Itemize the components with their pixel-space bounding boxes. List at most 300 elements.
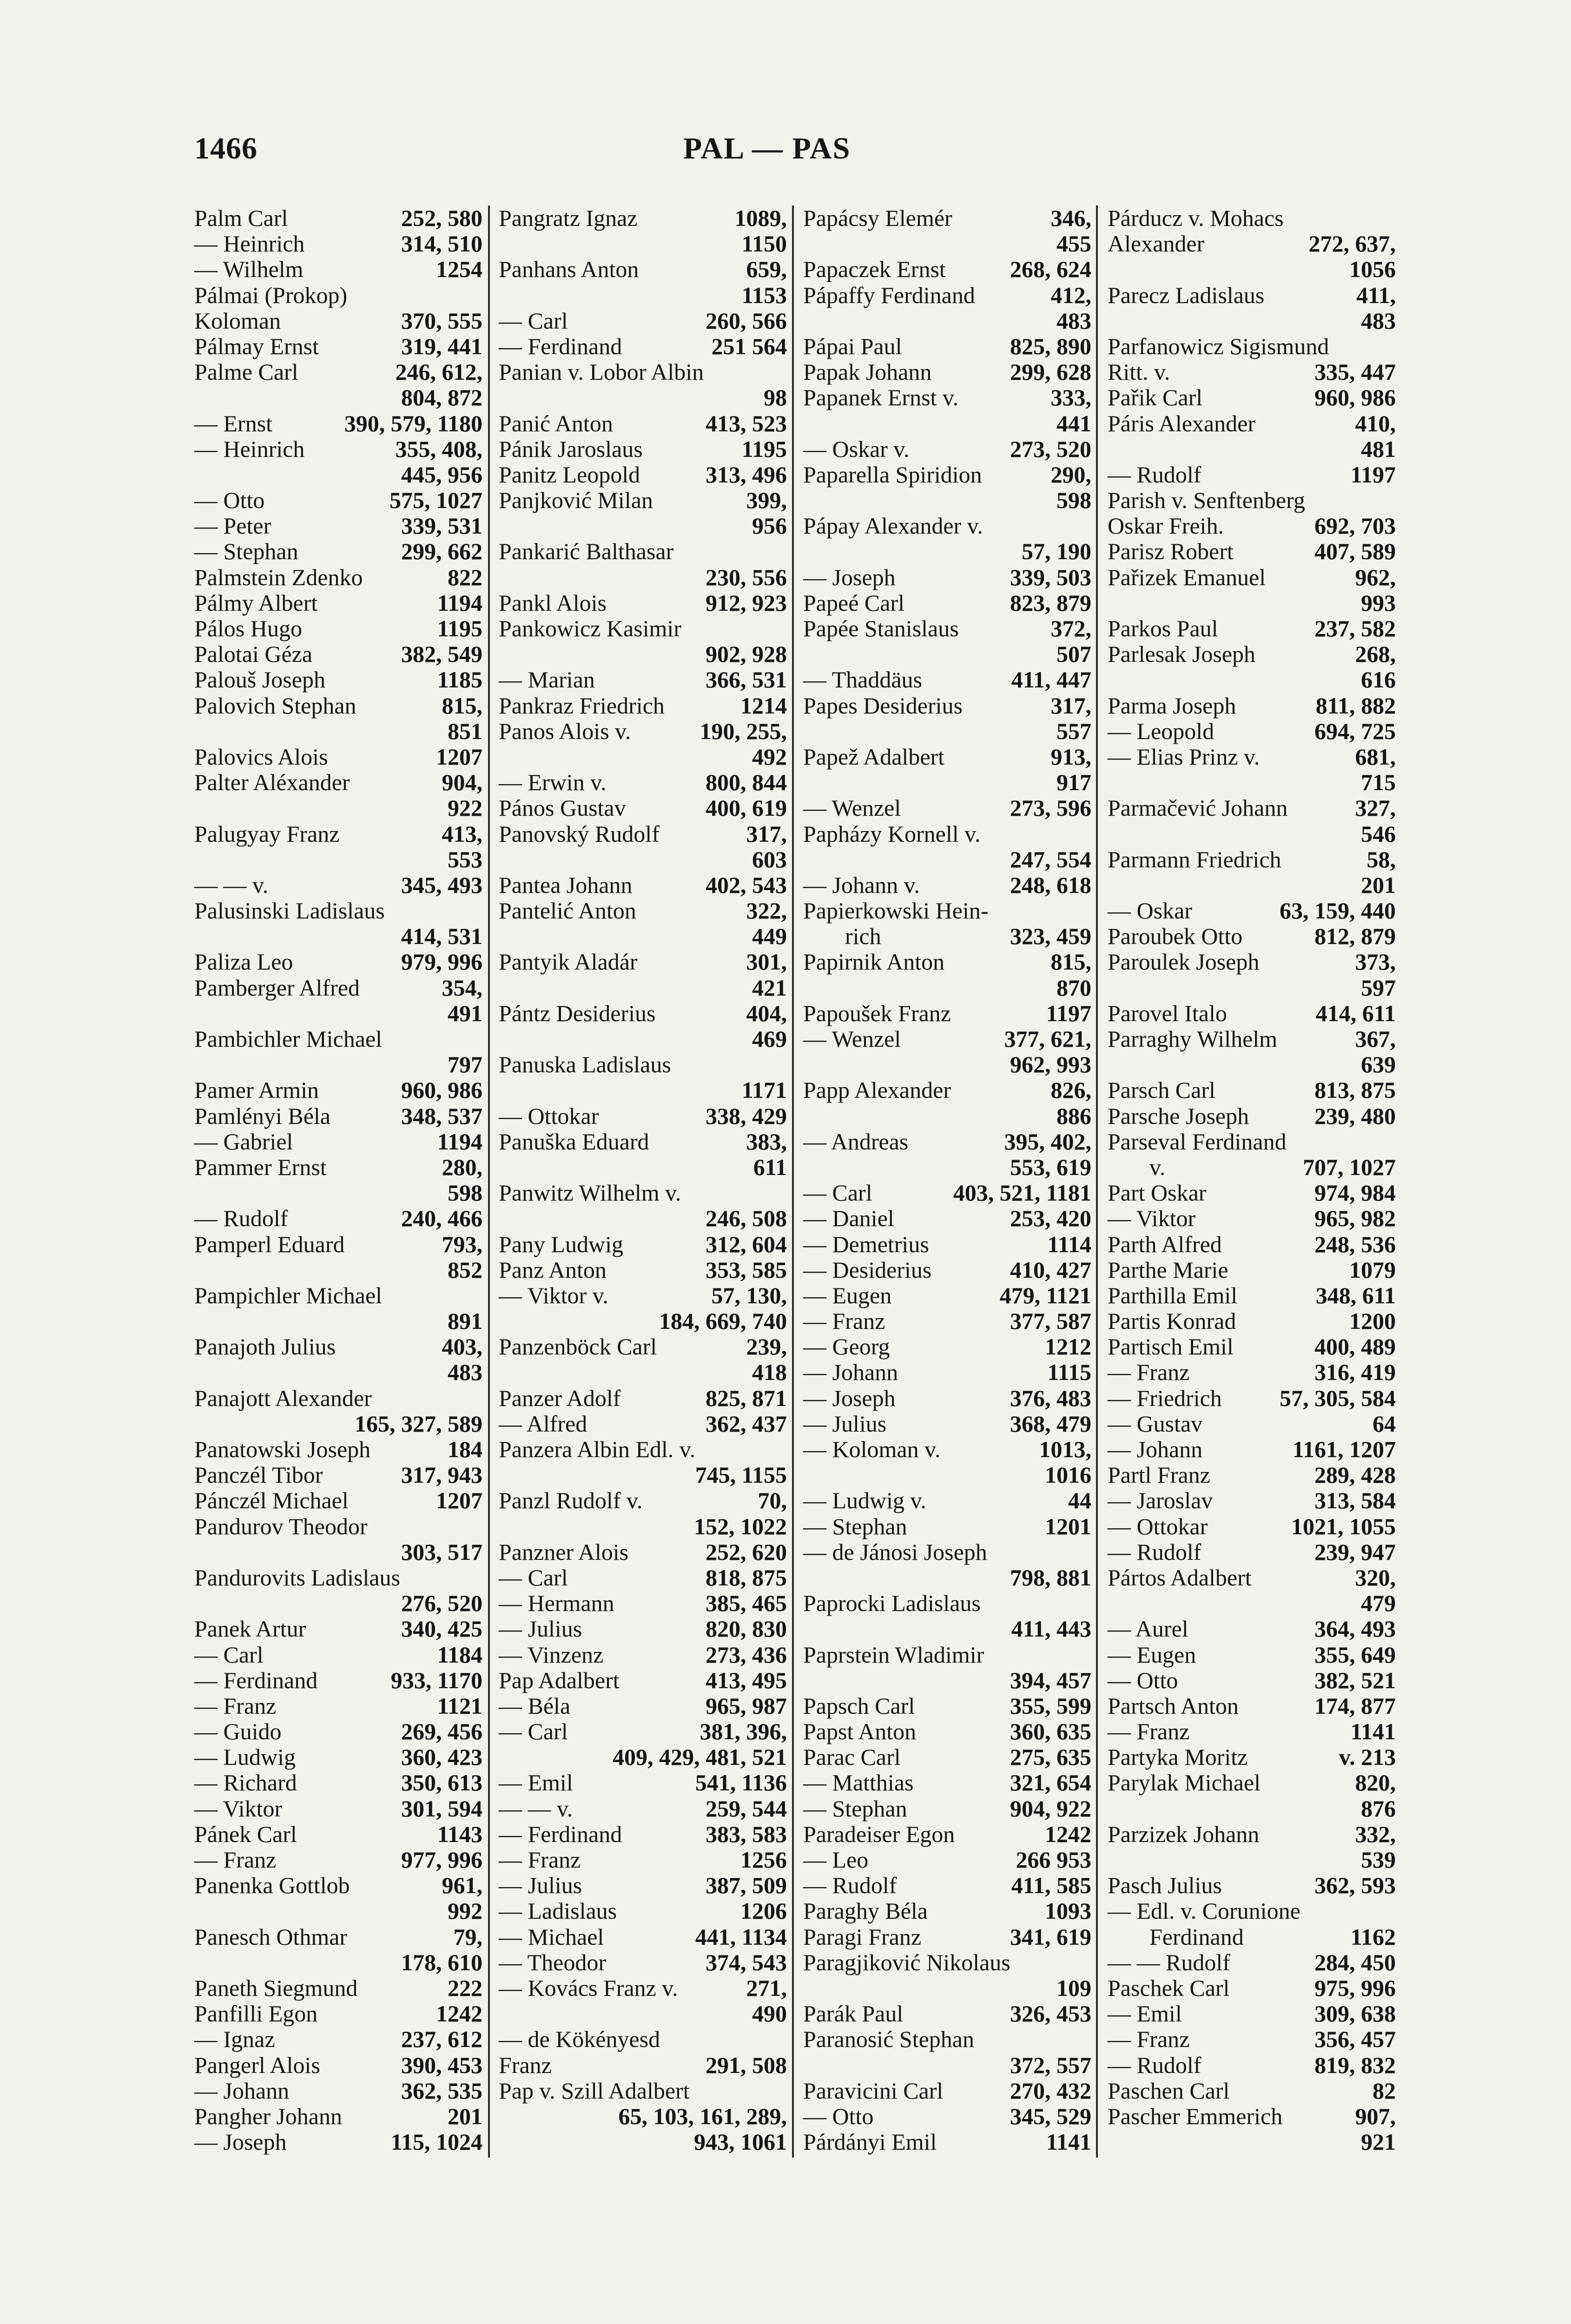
index-entry (1108, 231, 1396, 257)
index-entry (1108, 1744, 1396, 1770)
entry-page-refs: 320, (1355, 1564, 1396, 1591)
entry-name: — Joseph (803, 1385, 896, 1411)
entry-name: — Otto (1108, 1667, 1178, 1693)
entry-page-refs: 370, 555 (401, 307, 482, 334)
entry-page-refs: 1195 (437, 615, 482, 641)
entry-page-refs: 269, 456 (401, 1718, 482, 1745)
entry-name: — Daniel (803, 1205, 894, 1232)
index-entry (499, 1616, 787, 1642)
index-entry (1108, 1308, 1396, 1334)
entry-name: Palotai Géza (194, 641, 313, 667)
entry-page-refs: 479, 1121 (999, 1282, 1091, 1308)
entry-name: Paprstein Wladimir (803, 1641, 984, 1668)
entry-name: — Edl. v. Corunione (1108, 1898, 1300, 1924)
entry-page-refs: 1214 (740, 692, 787, 719)
index-entry (803, 2078, 1091, 2104)
entry-name: Parseval Ferdinand (1108, 1128, 1287, 1155)
index-column-3 (803, 205, 1091, 2167)
entry-page-refs: 222 (448, 1974, 482, 2001)
entry-page-refs: 479 (1361, 1590, 1396, 1617)
entry-page-refs: 993 (1361, 589, 1396, 616)
index-column-2 (499, 205, 787, 2167)
entry-page-refs: 178, 610 (401, 1949, 482, 1975)
entry-page-refs: 303, 517 (401, 1538, 482, 1565)
index-entry (194, 1180, 482, 1206)
entry-name: rich (845, 923, 881, 950)
entry-page-refs: 317, (746, 820, 787, 847)
entry-page-refs: 597 (1361, 974, 1396, 1001)
entry-page-refs: 152, 1022 (694, 1513, 787, 1539)
index-entry (1108, 436, 1396, 462)
index-entry (803, 1744, 1091, 1770)
index-entry (194, 1514, 482, 1539)
entry-name: Pankowicz Kasimir (499, 615, 681, 641)
entry-page-refs: 876 (1361, 1795, 1396, 1822)
entry-name: Pangerl Alois (194, 2052, 320, 2078)
entry-name: — Franz (1108, 1359, 1190, 1386)
entry-name: Pankraz Friedrich (499, 692, 665, 719)
index-entry (499, 693, 787, 719)
index-entry (499, 975, 787, 1001)
entry-name: Pápay Alexander v. (803, 513, 983, 539)
entry-name: Pános Gustav (499, 795, 626, 821)
index-entry (194, 719, 482, 744)
entry-page-refs: 1206 (740, 1898, 787, 1924)
entry-page-refs: 820, 830 (706, 1616, 787, 1642)
entry-page-refs: 348, 537 (401, 1103, 482, 1129)
index-entry (803, 385, 1091, 410)
index-entry (803, 590, 1091, 616)
entry-name: Palusinski Ladislaus (194, 898, 385, 924)
index-entry (1108, 847, 1396, 872)
index-entry (499, 359, 787, 385)
entry-page-refs: 184, 669, 740 (659, 1308, 787, 1334)
index-entry (1108, 1847, 1396, 1873)
entry-page-refs: 400, 489 (1314, 1334, 1396, 1360)
index-entry (194, 2078, 482, 2104)
entry-name: Pangratz Ignaz (499, 205, 638, 231)
index-entry (194, 590, 482, 616)
entry-name: — Alfred (499, 1410, 587, 1437)
entry-page-refs: 907, (1355, 2103, 1396, 2129)
entry-page-refs: 812, 879 (1314, 923, 1396, 950)
entry-page-refs: 411, 443 (1011, 1616, 1091, 1642)
index-entry (803, 924, 1091, 949)
entry-name: — Ferdinand (499, 1821, 622, 1847)
entry-page-refs: 798, 881 (1010, 1564, 1091, 1591)
index-entry (803, 565, 1091, 590)
index-entry (499, 590, 787, 616)
index-entry (499, 334, 787, 359)
index-entry (803, 205, 1091, 231)
entry-name: Panuška Eduard (499, 1128, 649, 1155)
index-entry (1108, 898, 1396, 924)
entry-page-refs: 1197 (1046, 1000, 1091, 1026)
entry-page-refs: 820, (1355, 1769, 1396, 1796)
entry-name: Pap Adalbert (499, 1667, 620, 1693)
index-entry (1108, 1873, 1396, 1898)
entry-page-refs: 413, (442, 820, 482, 847)
index-entry (803, 795, 1091, 821)
index-entry (499, 1950, 787, 1975)
entry-page-refs: 483 (448, 1359, 482, 1386)
index-entry (194, 1257, 482, 1283)
index-entry (1108, 283, 1396, 308)
entry-page-refs: 557 (1056, 718, 1091, 744)
index-entry (194, 795, 482, 821)
index-entry (1108, 2027, 1396, 2052)
index-entry (1108, 257, 1396, 282)
entry-name: Paradeiser Egon (803, 1821, 955, 1847)
entry-page-refs: 70, (758, 1487, 787, 1514)
entry-page-refs: 394, 457 (1010, 1667, 1091, 1693)
entry-page-refs: 979, 996 (401, 949, 482, 975)
index-entry (1108, 411, 1396, 436)
index-entry (1108, 539, 1396, 564)
index-entry (1108, 693, 1396, 719)
index-entry (1108, 1539, 1396, 1565)
index-entry (1108, 1462, 1396, 1488)
index-entry (499, 411, 787, 436)
entry-page-refs: 184 (448, 1436, 482, 1462)
index-entry (194, 667, 482, 693)
index-entry (194, 1565, 482, 1591)
entry-name: Koloman (194, 307, 281, 334)
entry-name: — Georg (803, 1334, 890, 1360)
index-entry (803, 1052, 1091, 1077)
entry-name: — Ferdinand (499, 333, 622, 359)
entry-page-refs: 372, 557 (1010, 2052, 1091, 2078)
entry-page-refs: 284, 450 (1314, 1949, 1396, 1975)
entry-name: Pantea Johann (499, 872, 633, 898)
entry-name: Ferdinand (1149, 1923, 1244, 1950)
entry-page-refs: 280, (442, 1154, 482, 1180)
index-entry (194, 1898, 482, 1924)
entry-name: — Ludwig (194, 1744, 296, 1770)
entry-page-refs: 410, (1355, 410, 1396, 436)
entry-name: Palugyay Franz (194, 820, 340, 847)
index-entry (803, 821, 1091, 847)
index-entry (194, 385, 482, 410)
index-entry (194, 2001, 482, 2027)
entry-page-refs: 387, 509 (706, 1872, 787, 1899)
index-entry (803, 1155, 1091, 1180)
entry-name: Oskar Freih. (1108, 513, 1224, 539)
entry-name: — Stephan (194, 538, 298, 565)
entry-name: — Carl (499, 1564, 568, 1591)
entry-name: — Franz (1108, 2026, 1190, 2053)
entry-name: — Franz (1108, 1718, 1190, 1745)
entry-name: — Johann (803, 1359, 898, 1386)
entry-page-refs: 1254 (436, 256, 482, 283)
entry-page-refs: 390, 453 (401, 2052, 482, 2078)
index-entry (1108, 1232, 1396, 1257)
entry-name: Panzer Adolf (499, 1385, 621, 1411)
entry-name: Papeé Carl (803, 589, 904, 616)
entry-page-refs: 992 (448, 1898, 482, 1924)
entry-name: — Hermann (499, 1590, 614, 1617)
entry-page-refs: 904, (442, 769, 482, 796)
entry-name: — Stephan (803, 1795, 907, 1822)
index-entry (499, 231, 787, 257)
entry-page-refs: 414, 611 (1315, 1000, 1396, 1026)
entry-page-refs: 1056 (1349, 256, 1396, 283)
index-entry (803, 1026, 1091, 1052)
entry-page-refs: 356, 457 (1314, 2026, 1396, 2053)
index-entry (803, 257, 1091, 282)
entry-name: — Gustav (1108, 1410, 1203, 1437)
entry-page-refs: 230, 556 (706, 564, 787, 590)
entry-page-refs: 822 (448, 564, 482, 590)
index-entry (803, 1386, 1091, 1411)
entry-page-refs: 290, (1050, 461, 1091, 488)
index-entry (499, 1873, 787, 1898)
entry-name: Paroubek Otto (1108, 923, 1243, 950)
entry-page-refs: 377, 621, (1004, 1026, 1091, 1052)
index-entry (1108, 770, 1396, 795)
entry-name: — Otto (194, 487, 265, 514)
entry-page-refs: 1200 (1349, 1308, 1396, 1334)
entry-page-refs: 815, (442, 692, 482, 719)
index-entry (499, 1975, 787, 2001)
entry-page-refs: 1079 (1349, 1256, 1396, 1283)
index-entry (194, 898, 482, 924)
entry-name: Páris Alexander (1108, 410, 1255, 436)
index-entry (194, 975, 482, 1001)
entry-name: Pandurovits Ladislaus (194, 1564, 401, 1591)
entry-name: — Rudolf (1108, 1538, 1201, 1565)
index-entry (499, 641, 787, 667)
entry-name: — Carl (499, 307, 568, 334)
entry-name: v. (1149, 1154, 1166, 1180)
index-entry (194, 847, 482, 872)
entry-name: Panić Anton (499, 410, 613, 436)
entry-name: — Viktor v. (499, 1282, 608, 1308)
index-entry (194, 1308, 482, 1334)
index-entry (194, 1001, 482, 1026)
index-entry (803, 1232, 1091, 1257)
index-entry (499, 436, 787, 462)
index-entry (1108, 1770, 1396, 1796)
entry-name: — Ladislaus (499, 1898, 617, 1924)
entry-page-refs: 962, (1355, 564, 1396, 590)
entry-page-refs: 977, 996 (401, 1847, 482, 1873)
index-entry (1108, 513, 1396, 539)
entry-name: Panovský Rudolf (499, 820, 660, 847)
index-entry (1108, 334, 1396, 359)
entry-page-refs: 390, 579, 1180 (344, 410, 482, 436)
index-entry (499, 1386, 787, 1411)
entry-page-refs: 259, 544 (706, 1795, 787, 1822)
entry-name: Parth Alfred (1108, 1231, 1222, 1257)
entry-page-refs: 340, 425 (401, 1616, 482, 1642)
index-entry (803, 1437, 1091, 1462)
entry-page-refs: 247, 554 (1010, 846, 1091, 872)
index-entry (1108, 2001, 1396, 2027)
entry-name: — Viktor (1108, 1205, 1196, 1232)
entry-page-refs: 63, 159, 440 (1280, 898, 1396, 924)
entry-page-refs: 368, 479 (1010, 1410, 1091, 1437)
entry-page-refs: 362, 437 (706, 1410, 787, 1437)
index-entry (194, 257, 482, 282)
index-entry (1108, 462, 1396, 488)
index-entry (194, 1232, 482, 1257)
entry-page-refs: 411, 447 (1011, 667, 1091, 693)
entry-name: — Heinrich (194, 436, 305, 462)
entry-page-refs: 299, 628 (1010, 359, 1091, 385)
entry-page-refs: 237, 612 (401, 2026, 482, 2053)
index-entry (499, 616, 787, 641)
index-entry (1108, 1206, 1396, 1231)
entry-page-refs: 441, 1134 (695, 1923, 787, 1950)
index-entry (194, 2053, 482, 2078)
entry-page-refs: 239, (746, 1334, 787, 1360)
entry-name: Parzizek Johann (1108, 1821, 1260, 1847)
index-entry (499, 385, 787, 410)
entry-page-refs: 201 (1361, 872, 1396, 898)
index-entry (803, 872, 1091, 898)
index-entry (1108, 2129, 1396, 2155)
index-entry (194, 1437, 482, 1462)
entry-name: Papst Anton (803, 1718, 917, 1745)
index-entry (803, 1898, 1091, 1924)
entry-page-refs: 933, 1170 (390, 1667, 482, 1693)
index-entry (499, 898, 787, 924)
index-entry (1108, 1616, 1396, 1642)
index-entry (803, 2027, 1091, 2052)
index-entry (194, 693, 482, 719)
index-entry (803, 2001, 1091, 2027)
entry-page-refs: 399, (746, 487, 787, 514)
entry-name: Pascher Emmerich (1108, 2103, 1283, 2129)
entry-page-refs: 1242 (436, 2000, 482, 2027)
index-entry (803, 359, 1091, 385)
entry-name: Papp Alexander (803, 1077, 951, 1103)
entry-page-refs: 338, 429 (706, 1103, 787, 1129)
entry-page-refs: 1201 (1045, 1513, 1091, 1539)
entry-page-refs: 412, (1050, 282, 1091, 308)
entry-page-refs: 823, 879 (1010, 589, 1091, 616)
entry-page-refs: 1121 (437, 1692, 482, 1719)
entry-name: Papée Stanislaus (803, 615, 959, 641)
entry-name: Parák Paul (803, 2000, 904, 2027)
index-entry (1108, 1719, 1396, 1744)
entry-name: Panzenböck Carl (499, 1334, 657, 1360)
index-entry (194, 1129, 482, 1155)
entry-name: Papanek Ernst v. (803, 384, 959, 411)
index-entry (194, 283, 482, 308)
index-column-1 (194, 205, 482, 2167)
entry-page-refs: 546 (1361, 820, 1396, 847)
entry-name: Parthe Marie (1108, 1256, 1228, 1283)
entry-page-refs: 815, (1050, 949, 1091, 975)
entry-page-refs: 332, (1355, 1821, 1396, 1847)
index-entry (194, 1206, 482, 1231)
index-entry (499, 2078, 787, 2104)
index-entry (499, 1257, 787, 1283)
entry-name: — Friedrich (1108, 1385, 1222, 1411)
entry-name: — Leo (803, 1847, 869, 1873)
index-entry (803, 1001, 1091, 1026)
entry-page-refs: 345, 493 (401, 872, 482, 898)
index-entry (194, 770, 482, 795)
index-entry (499, 1001, 787, 1026)
index-entry (499, 770, 787, 795)
entry-page-refs: 922 (448, 795, 482, 821)
index-entry (803, 2129, 1091, 2155)
entry-page-refs: 115, 1024 (390, 2129, 482, 2155)
entry-page-refs: 974, 984 (1314, 1180, 1396, 1206)
index-entry (1108, 872, 1396, 898)
index-entry (194, 1924, 482, 1950)
entry-page-refs: 273, 520 (1010, 436, 1091, 462)
entry-name: — Koloman v. (803, 1436, 941, 1462)
index-entry (499, 1026, 787, 1052)
entry-name: Parac Carl (803, 1744, 901, 1770)
index-entry (1108, 975, 1396, 1001)
index-entry (499, 205, 787, 231)
entry-name: Parsch Carl (1108, 1077, 1215, 1103)
index-entry (1108, 821, 1396, 847)
index-entry (499, 1155, 787, 1180)
entry-page-refs: 372, (1050, 615, 1091, 641)
entry-page-refs: 403, 521, 1181 (953, 1180, 1091, 1206)
entry-page-refs: 246, 508 (706, 1205, 787, 1232)
entry-page-refs: 1161, 1207 (1292, 1436, 1396, 1462)
entry-page-refs: 355, 649 (1314, 1641, 1396, 1668)
entry-page-refs: 1141 (1046, 2129, 1091, 2155)
index-entry (499, 1180, 787, 1206)
index-entry (194, 1052, 482, 1077)
entry-name: Pamberger Alfred (194, 974, 360, 1001)
entry-name: — Franz (194, 1847, 277, 1873)
entry-name: Pap v. Szill Adalbert (499, 2077, 690, 2104)
entry-name: Palouš Joseph (194, 667, 325, 693)
entry-name: Palm Carl (194, 205, 288, 231)
index-entry (803, 1822, 1091, 1847)
entry-name: — Johann v. (803, 872, 920, 898)
entry-page-refs: 333, (1050, 384, 1091, 411)
index-entry (194, 1744, 482, 1770)
index-entry (499, 2104, 787, 2129)
entry-name: — — Rudolf (1108, 1949, 1230, 1975)
entry-page-refs: 301, 594 (401, 1795, 482, 1822)
entry-page-refs: 98 (764, 384, 787, 411)
index-entry (803, 1873, 1091, 1898)
index-entry (499, 257, 787, 282)
index-entry (194, 1411, 482, 1437)
entry-name: Part Oskar (1108, 1180, 1207, 1206)
index-entry (803, 1591, 1091, 1616)
index-entry (194, 1539, 482, 1565)
index-entry (1108, 1642, 1396, 1668)
entry-page-refs: 449 (752, 923, 787, 950)
index-entry (803, 2104, 1091, 2129)
index-entry (194, 565, 482, 590)
entry-page-refs: 299, 662 (401, 538, 482, 565)
entry-name: Paravicini Carl (803, 2077, 944, 2104)
entry-page-refs: 965, 982 (1314, 1205, 1396, 1232)
entry-name: — Ottokar (499, 1103, 599, 1129)
index-entry (1108, 744, 1396, 770)
index-entry (1108, 1693, 1396, 1719)
index-entry (499, 744, 787, 770)
entry-page-refs: 327, (1355, 795, 1396, 821)
entry-page-refs: 886 (1056, 1103, 1091, 1129)
entry-page-refs: 825, 871 (706, 1385, 787, 1411)
entry-name: Panwitz Wilhelm v. (499, 1180, 681, 1206)
index-entry (499, 1283, 787, 1308)
